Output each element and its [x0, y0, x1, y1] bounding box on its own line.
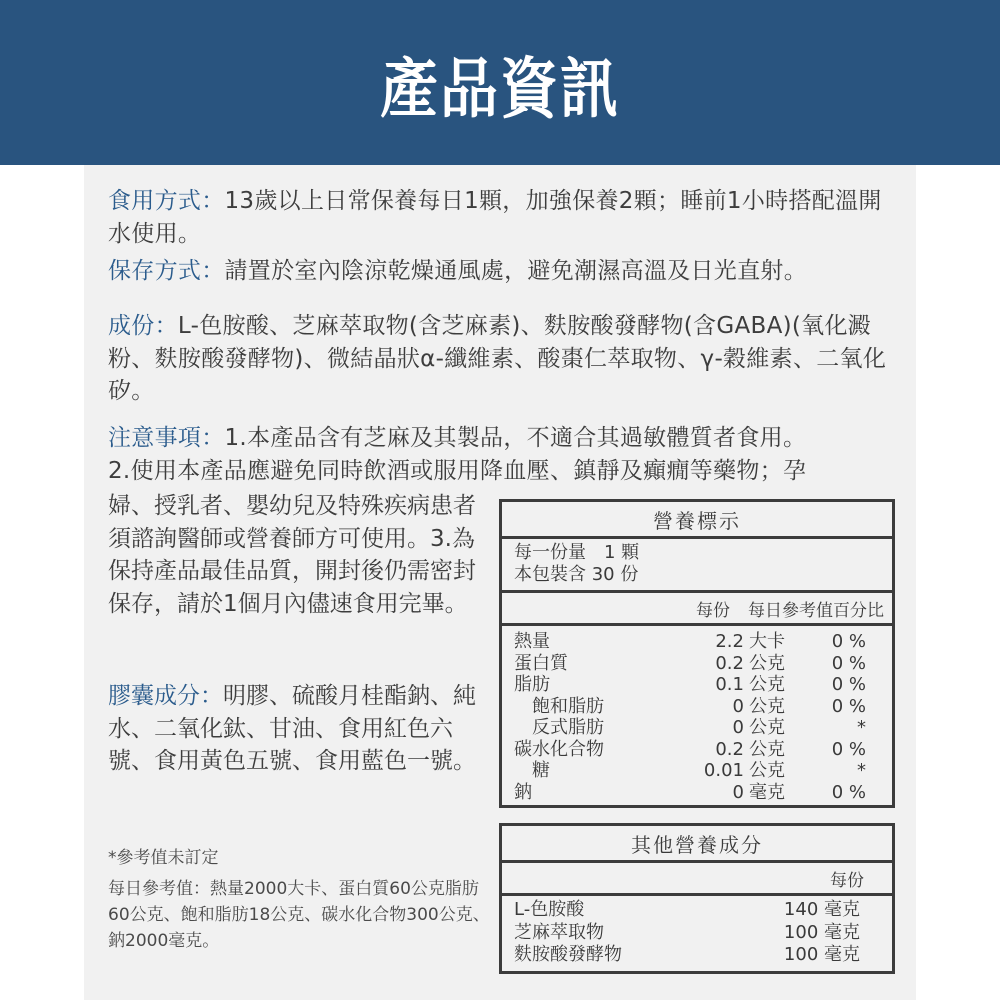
nutrient-amount: 0 [732, 781, 744, 803]
storage-section [108, 255, 898, 288]
nutrient-amount: 0.1 [715, 674, 744, 695]
daily-reference-note: 每日參考值：熱量2000大卡、蛋白質60公克脂肪60公克、飽和脂肪18公克、碳水化合物300公克、鈉2000毫克。 [108, 879, 490, 951]
notes-label: 注意事項： [108, 425, 225, 451]
nutrition-column-header [502, 593, 892, 626]
capsule-label: 膠囊成分： [108, 683, 223, 709]
nutrient-amount: 0.2 [715, 738, 744, 760]
table-row [514, 760, 880, 782]
nutrient-amount: 0.2 [715, 652, 744, 674]
nutrient-pct: 0 % [831, 631, 866, 652]
nutrient-name: 熱量 [514, 631, 550, 652]
nutrient-unit: 公克 [749, 674, 785, 695]
nutrient-value: 100 毫克 [783, 944, 860, 965]
other-nutrients-column-header [502, 863, 892, 896]
col-daily-pct: 每日參考值百分比 [748, 601, 884, 621]
nutrient-pct: 0 % [831, 781, 866, 803]
nutrient-unit: 公克 [749, 695, 785, 717]
nutrient-name: 飽和脂肪 [532, 695, 604, 717]
content-panel [84, 165, 916, 1000]
nutrient-unit: 公克 [749, 760, 785, 781]
nutrition-label-title: 營養標示 [502, 502, 892, 539]
notes-continued: 婦、授乳者、嬰幼兒及特殊疾病患者須諮詢醫師或營養師方可使用。3.為保持產品最佳品質，開封後仍需密封保存，請於1個月內儘速食用完畢。 [108, 493, 476, 617]
nutrient-name: 芝麻萃取物 [514, 921, 604, 943]
table-row [514, 717, 880, 739]
nutrient-pct: 0 % [831, 695, 866, 717]
usage-text: 13歲以上日常保養每日1顆，加強保養2顆；睡前1小時搭配溫開水使用。 [108, 188, 882, 247]
nutrient-pct: * [857, 760, 866, 781]
capsule-text: 明膠、硫酸月桂酯鈉、純水、二氧化鈦、甘油、食用紅色六號、食用黃色五號、食用藍色一號。 [108, 683, 476, 774]
notes-line2: 2.使用本產品應避免同時飲酒或服用降血壓、鎮靜及癲癇等藥物；孕 [108, 457, 807, 484]
storage-text: 請置於室內陰涼乾燥通風處，避免潮濕高溫及日光直射。 [224, 258, 807, 284]
nutrient-name: 反式脂肪 [532, 717, 604, 738]
storage-label: 保存方式： [108, 258, 225, 284]
nutrient-unit: 毫克 [749, 781, 785, 803]
serving-size: 每一份量 1 顆 [514, 542, 640, 563]
nutrition-label-table [499, 499, 895, 808]
nutrient-amount: 0 [732, 717, 744, 738]
table-row [514, 631, 880, 653]
asterisk-note: *參考值未訂定 [108, 848, 219, 868]
nutrient-name: 鈉 [514, 781, 532, 803]
table-row [514, 739, 880, 761]
serving-info [502, 539, 892, 593]
ingredients-section [108, 310, 898, 408]
nutrient-name: 糖 [532, 760, 550, 781]
servings-per-package: 本包裝含 30 份 [514, 564, 639, 585]
other-nutrients-title: 其他營養成分 [502, 826, 892, 863]
nutrient-name: 脂肪 [514, 674, 550, 695]
capsule-section [108, 680, 480, 778]
nutrient-pct: 0 % [831, 738, 866, 760]
nutrition-rows [502, 626, 892, 805]
nutrient-value: 140 毫克 [783, 899, 860, 920]
table-row [514, 782, 880, 804]
nutrient-name: 碳水化合物 [514, 738, 604, 760]
page-title: 產品資訊 [379, 50, 620, 127]
other-nutrients-rows [502, 896, 892, 971]
nutrient-name: L-色胺酸 [514, 899, 585, 920]
col-per-serving: 每份 [830, 871, 864, 891]
other-nutrients-table [499, 823, 895, 974]
nutrient-pct: 0 % [831, 674, 866, 695]
nutrient-unit: 公克 [749, 717, 785, 738]
nutrient-pct: * [857, 717, 866, 738]
nutrient-unit: 大卡 [749, 631, 785, 652]
ingredients-text: L-色胺酸、芝麻萃取物(含芝麻素)、麩胺酸發酵物(含GABA)(氧化澱粉、麩胺酸發酵物)、微結晶狀α-纖維素、酸棗仁萃取物、γ-穀維素、二氧化矽。 [108, 313, 887, 404]
nutrient-amount: 0 [732, 695, 744, 717]
table-row [514, 653, 880, 675]
notes-section [108, 422, 898, 487]
nutrient-pct: 0 % [831, 652, 866, 674]
table-row [514, 899, 880, 922]
nutrient-name: 蛋白質 [514, 652, 568, 674]
notes-line1: 1.本產品含有芝麻及其製品，不適合其過敏體質者食用。 [224, 425, 807, 451]
ingredients-label: 成份： [108, 313, 178, 339]
table-row [514, 944, 880, 967]
table-row [514, 696, 880, 718]
col-per-serving: 每份 [696, 601, 730, 621]
nutrient-value: 100 毫克 [783, 921, 860, 943]
table-row [514, 922, 880, 945]
nutrient-unit: 公克 [749, 652, 785, 674]
nutrient-name: 麩胺酸發酵物 [514, 944, 622, 965]
usage-label: 食用方式： [108, 188, 225, 214]
nutrient-amount: 2.2 [715, 631, 744, 652]
nutrient-amount: 0.01 [703, 760, 744, 781]
table-row [514, 674, 880, 696]
page-header [0, 0, 1000, 165]
usage-section [108, 185, 898, 250]
nutrient-unit: 公克 [749, 738, 785, 760]
